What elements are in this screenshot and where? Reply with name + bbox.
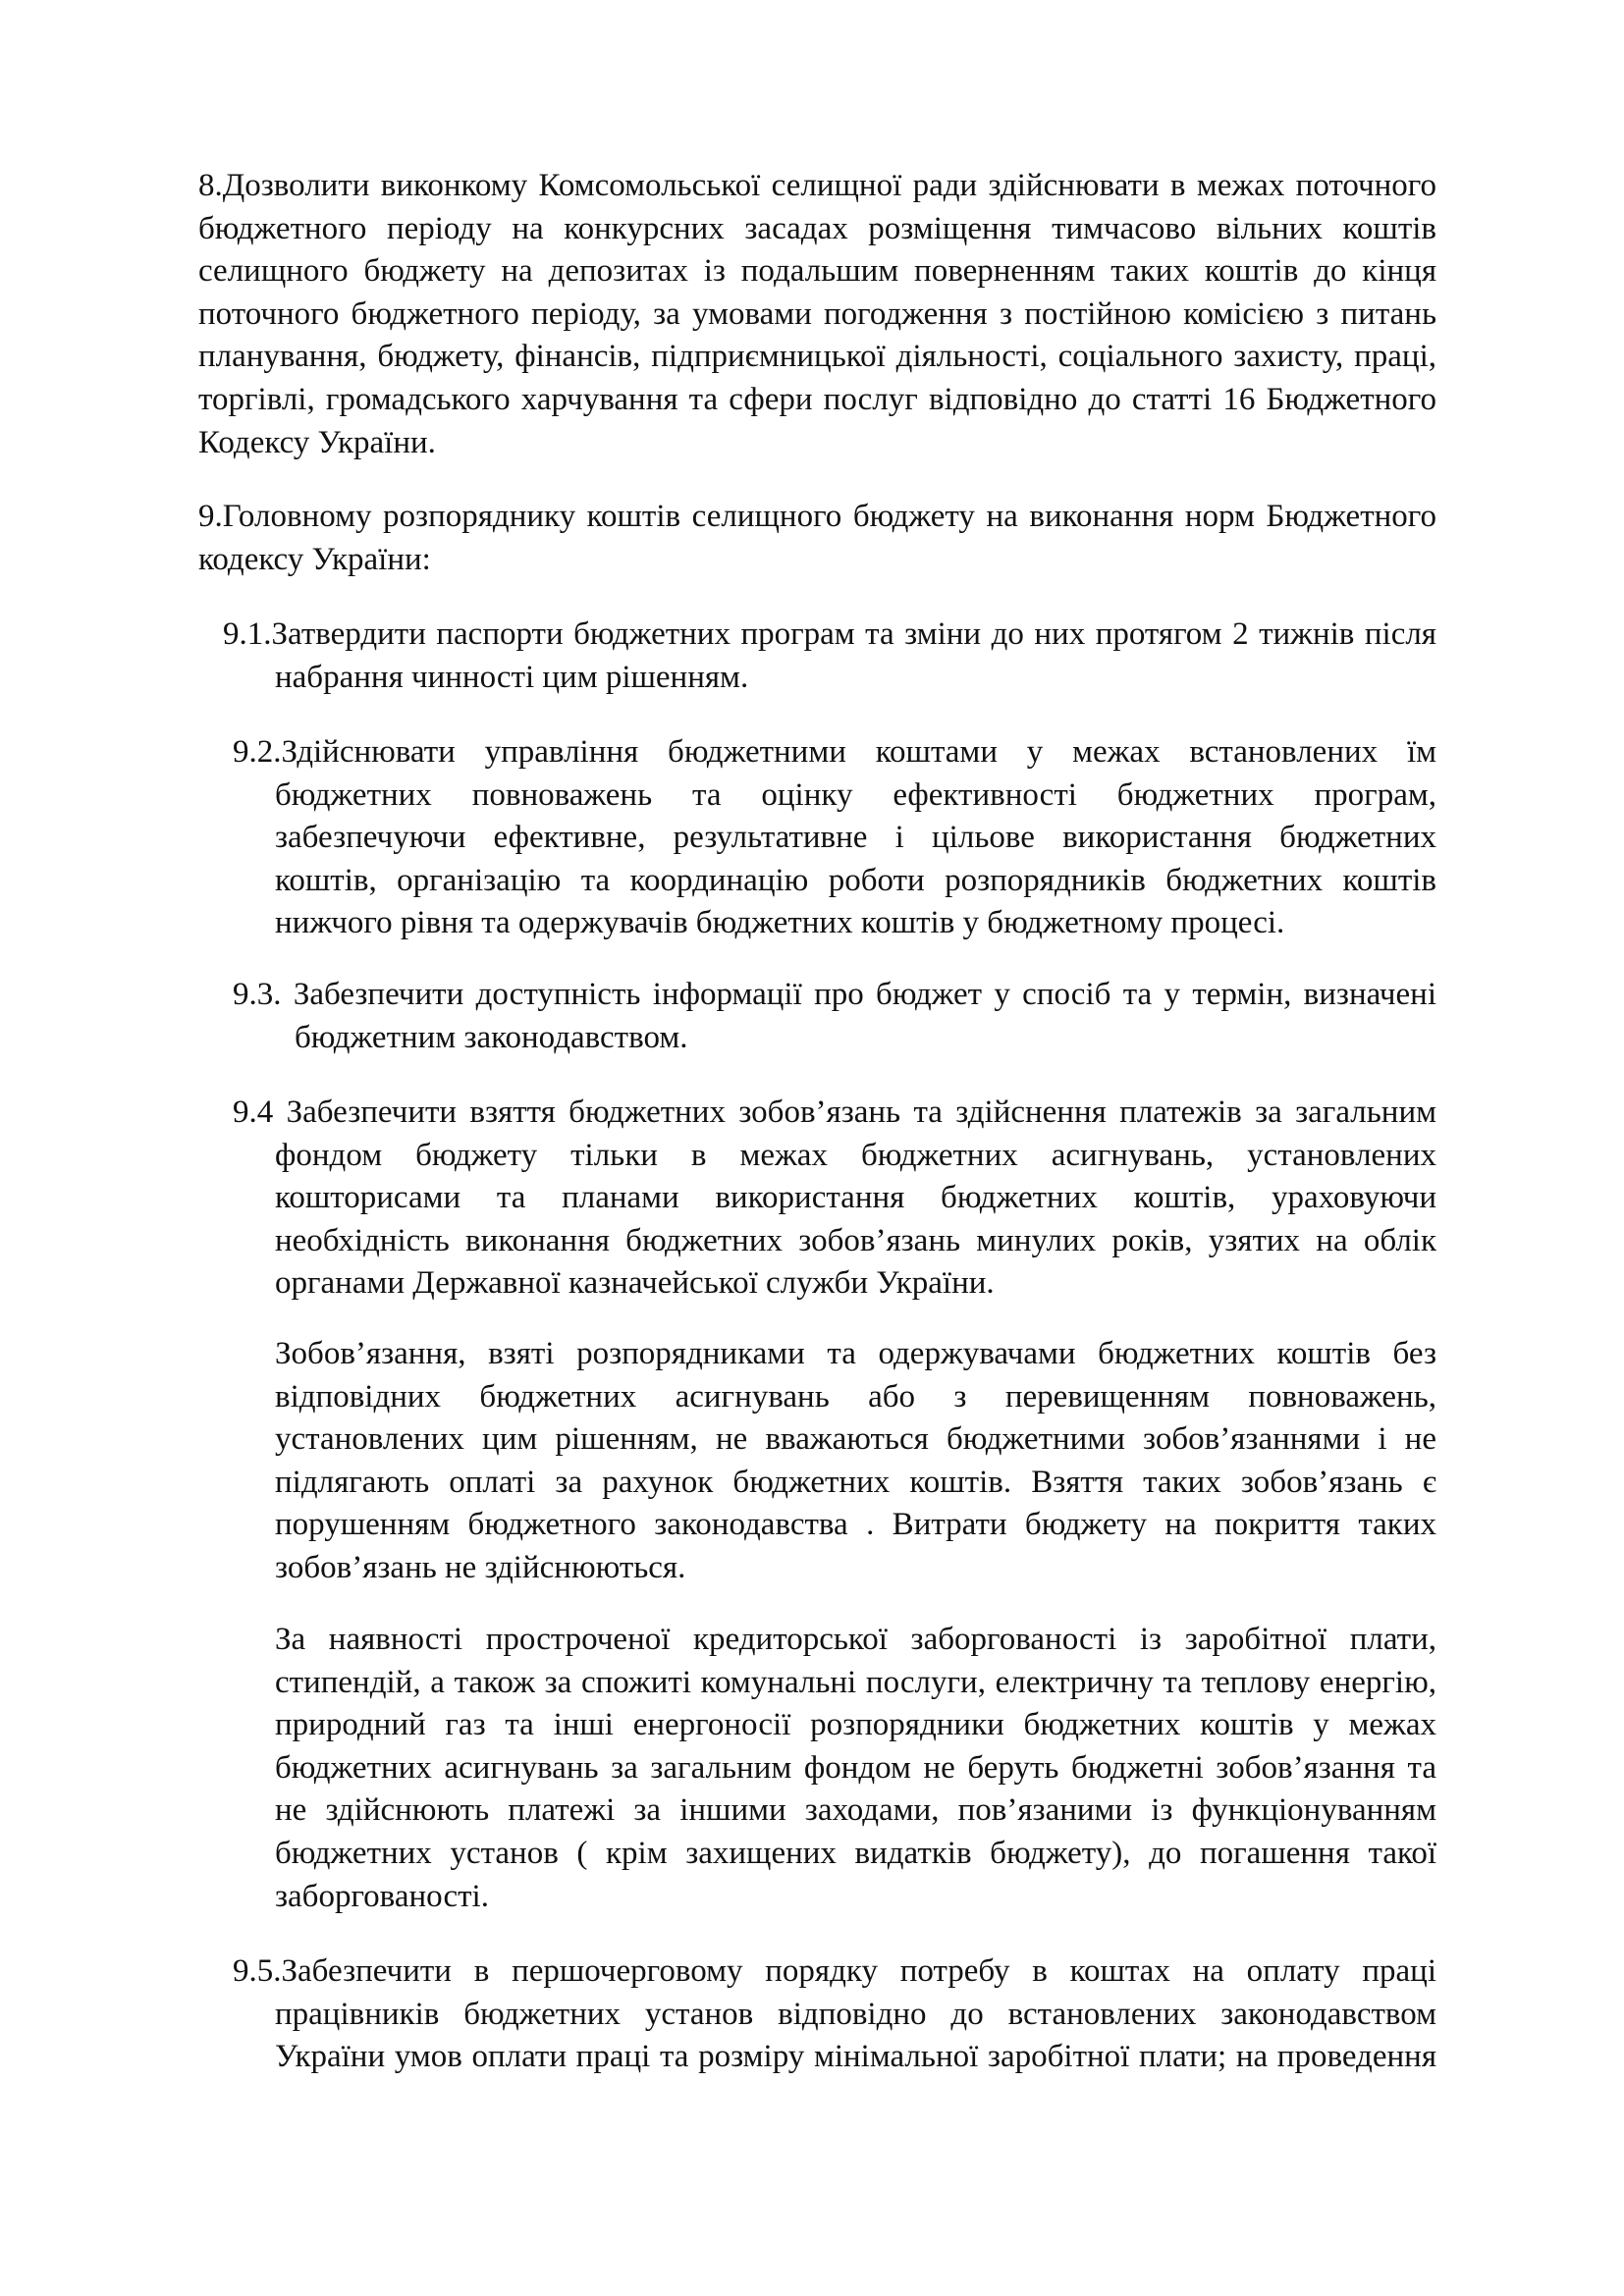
paragraph-9-2: [233, 731, 1436, 945]
text-line: необхідність виконання бюджетних зобов’язань минулих років, узятих на облік: [275, 1222, 1436, 1258]
paragraph-9: [198, 496, 1436, 581]
text-line: За наявності простроченої кредиторської заборгованості із заробітної плати,: [275, 1622, 1436, 1657]
text-line: органами Державної казначейської служби України.: [275, 1265, 995, 1302]
text-line: працівників бюджетних установ відповідно до встановлених законодавством: [275, 1996, 1436, 2032]
text-line: кодексу України:: [198, 541, 431, 577]
text-line: бюджетним законодавством.: [295, 1019, 688, 1055]
text-line: бюджетного періоду на конкурсних засадах розміщення тимчасово вільних коштів: [198, 210, 1436, 246]
paragraph-9-1: [223, 614, 1436, 699]
text-line: не здійснюють платежі за іншими заходами, пов’язаними із функціонуванням: [275, 1792, 1436, 1829]
paragraph-9-3: [233, 974, 1436, 1059]
text-line: поточного бюджетного періоду, за умовами погодження з постійною комісією з питань: [198, 295, 1436, 332]
paragraph-8: [198, 165, 1436, 464]
paragraph-9-4: [233, 1092, 1436, 1306]
paragraph-9-5: [233, 1950, 1436, 2079]
text-line: коштів, організацію та координацію роботи розпорядників бюджетних коштів: [275, 862, 1436, 898]
text-line: кошторисами та планами використання бюджетних коштів, ураховуючи: [275, 1180, 1436, 1216]
text-line: Зобов’язання, взяті розпорядниками та одержувачами бюджетних коштів без: [275, 1336, 1436, 1371]
text-line: стипендій, а також за спожиті комунальні послуги, електричну та теплову енергію,: [275, 1664, 1436, 1700]
text-line: бюджетних повноважень та оцінку ефективності бюджетних програм,: [275, 776, 1436, 813]
text-line: Кодексу України.: [198, 424, 436, 460]
text-line: 8.Дозволити виконкому Комсомольської селищної ради здійснювати в межах поточного: [198, 168, 1436, 203]
text-line: відповідних бюджетних асигнувань або з перевищенням повноважень,: [275, 1378, 1436, 1415]
text-line: 9.3. Забезпечити доступність інформації про бюджет у спосіб та у термін, визначені: [233, 977, 1436, 1012]
text-line: 9.1.Затвердити паспорти бюджетних програм та зміни до них протягом 2 тижнів після: [223, 616, 1436, 652]
text-line: 9.5.Забезпечити в першочерговому порядку потребу в коштах на оплату праці: [233, 1953, 1436, 1989]
text-line: бюджетних асигнувань за загальним фондом не беруть бюджетні зобов’язання та: [275, 1749, 1436, 1786]
text-line: нижчого рівня та одержувачів бюджетних коштів у бюджетному процесі.: [275, 905, 1285, 941]
text-line: 9.Головному розпоряднику коштів селищного бюджету на виконання норм Бюджетного: [198, 499, 1436, 534]
text-line: заборгованості.: [275, 1878, 489, 1914]
text-line: набрання чинності цим рішенням.: [275, 659, 749, 695]
text-line: 9.4 Забезпечити взяття бюджетних зобов’язань та здійснення платежів за загальним: [233, 1095, 1436, 1130]
text-line: торгівлі, громадського харчування та сфери послуг відповідно до статті 16 Бюджетного: [198, 381, 1436, 417]
text-line: природний газ та інші енергоносії розпорядники бюджетних коштів у межах: [275, 1707, 1436, 1743]
text-line: фондом бюджету тільки в межах бюджетних асигнувань, установлених: [275, 1137, 1436, 1173]
text-line: планування, бюджету, фінансів, підприємницької діяльності, соціального захисту, праці,: [198, 339, 1436, 375]
text-line: селищного бюджету на депозитах із подальшим поверненням таких коштів до кінця: [198, 253, 1436, 290]
paragraph-9-4-arrears: [275, 1619, 1436, 1918]
text-line: порушенням бюджетного законодавства . Витрати бюджету на покриття таких: [275, 1507, 1436, 1543]
text-line: 9.2.Здійснювати управління бюджетними коштами у межах встановлених їм: [233, 734, 1436, 770]
text-line: установлених цим рішенням, не вважаються бюджетними зобов’язаннями і не: [275, 1421, 1436, 1458]
paragraph-9-4-obligations: [275, 1333, 1436, 1590]
text-line: зобов’язань не здійснюються.: [275, 1549, 686, 1585]
text-line: забезпечуючи ефективне, результативне і цільове використання бюджетних: [275, 820, 1436, 856]
text-line: бюджетних установ ( крім захищених видатків бюджету), до погашення такої: [275, 1835, 1436, 1871]
text-line: України умов оплати праці та розміру мінімальної заробітної плати; на проведення: [275, 2039, 1436, 2075]
text-line: підлягають оплаті за рахунок бюджетних коштів. Взяття таких зобов’язань є: [275, 1464, 1436, 1500]
